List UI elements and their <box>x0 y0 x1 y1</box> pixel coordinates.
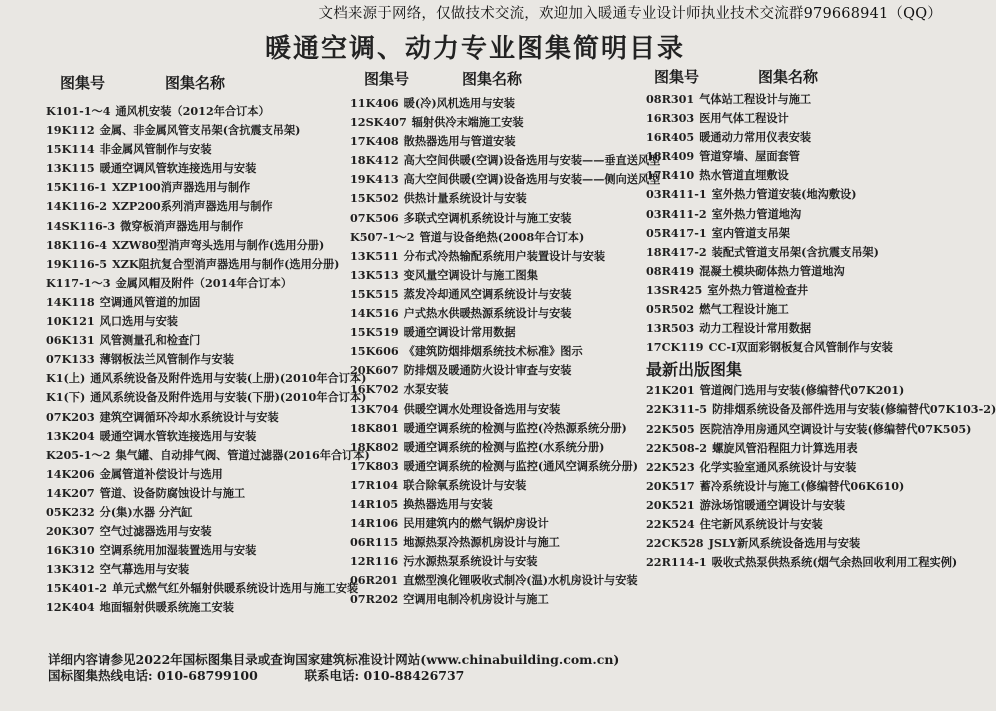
atlas-name: XZK阻抗复合型消声器选用与制作(选用分册) <box>112 256 340 271</box>
atlas-name: 建筑空调循环冷却水系统设计与安装 <box>99 409 279 424</box>
atlas-name: 通风系统设备及附件选用与安装(上册)(2010年合订本) <box>90 371 367 386</box>
atlas-name: 装配式管道支吊架(含抗震支吊架) <box>711 244 879 259</box>
atlas-list-item <box>646 553 996 572</box>
atlas-list-item <box>46 560 370 579</box>
atlas-list-item <box>350 151 660 170</box>
atlas-list-item <box>46 331 370 350</box>
atlas-list-item <box>350 228 660 247</box>
atlas-list-item <box>646 262 996 281</box>
footer-reference-line: 详细内容请参见2022年国标图集目录或查询国家建筑标准设计网站(www.chinabuilding.com.cn) <box>48 652 620 667</box>
atlas-list-item <box>646 477 996 496</box>
atlas-list-item <box>350 457 660 476</box>
atlas-code: 13SR425 <box>646 282 703 297</box>
atlas-list-item <box>46 579 370 598</box>
atlas-name: 变风量空调设计与施工图集 <box>403 267 538 282</box>
atlas-name: 燃气工程设计施工 <box>699 302 789 317</box>
atlas-name: 供暖空调水处理设备选用与安装 <box>403 401 561 416</box>
atlas-code: 07K133 <box>46 352 95 367</box>
atlas-code: 18K116-4 <box>46 237 108 252</box>
atlas-list-item <box>646 420 996 439</box>
atlas-code: 14K516 <box>350 306 399 321</box>
atlas-code: 07R202 <box>350 592 399 607</box>
atlas-name: 水泵安装 <box>403 382 449 397</box>
atlas-list-item <box>350 132 660 151</box>
atlas-name: 高大空间供暖(空调)设备选用与安装——侧向送风型 <box>403 172 661 187</box>
atlas-list-item <box>350 266 660 285</box>
atlas-code: 16R303 <box>646 111 695 126</box>
atlas-name: 室外热力管道地沟 <box>711 206 802 221</box>
atlas-code: 07K203 <box>46 409 95 424</box>
atlas-code: 13K511 <box>350 248 399 263</box>
atlas-list-item <box>46 274 370 293</box>
atlas-code: 20K517 <box>646 478 695 493</box>
atlas-name: CC-I双面彩钢板复合风管制作与安装 <box>708 340 893 355</box>
atlas-list-item <box>350 571 660 590</box>
atlas-name: 暖通空调水管软连接选用与安装 <box>99 428 257 443</box>
atlas-list-item <box>646 534 996 553</box>
atlas-code: 14R105 <box>350 496 399 511</box>
atlas-name: 蒸发冷却通风空调系统设计与安装 <box>403 286 572 301</box>
atlas-name: 集气罐、自动排气阀、管道过滤器(2016年合订本) <box>115 447 370 462</box>
atlas-list-item <box>46 293 370 312</box>
atlas-code: 14K207 <box>46 485 95 500</box>
atlas-name: 污水源热泵系统设计与安装 <box>403 554 538 569</box>
atlas-list-item <box>46 159 370 178</box>
atlas-name: 气体站工程设计与施工 <box>699 92 812 106</box>
atlas-name: 住宅新风系统设计与安装 <box>699 516 823 531</box>
atlas-code: 17CK119 <box>646 340 704 355</box>
atlas-name: 暖通空调系统的检测与监控(水系统分册) <box>403 439 605 454</box>
atlas-code: 05R417-1 <box>646 225 707 240</box>
atlas-name: 微穿板消声器选用与制作 <box>120 218 244 233</box>
atlas-list-item <box>646 439 996 458</box>
atlas-name: 游泳场馆暖通空调设计与安装 <box>699 497 846 512</box>
atlas-name: 非金属风管制作与安装 <box>99 142 212 157</box>
atlas-code: 19K116-5 <box>46 256 108 271</box>
atlas-list-item <box>646 90 996 109</box>
atlas-list <box>646 90 996 572</box>
atlas-list-item <box>46 236 370 255</box>
atlas-list-item <box>646 381 996 400</box>
header-atlas-no: 图集号 <box>60 74 106 92</box>
atlas-name: 通风机安装（2012年合订本） <box>115 104 270 118</box>
atlas-name: 暖通空调系统的检测与监控(冷热源系统分册) <box>403 420 627 435</box>
atlas-list-item <box>646 319 996 338</box>
atlas-name: 暖通空调设计常用数据 <box>403 325 516 340</box>
atlas-code: K1(上) <box>46 371 86 386</box>
atlas-code: K117-1～3 <box>46 275 111 290</box>
atlas-code: 14K118 <box>46 294 95 309</box>
atlas-list-item <box>46 388 370 407</box>
column-header <box>46 72 346 94</box>
atlas-list-item <box>646 109 996 128</box>
atlas-code: 15K519 <box>350 325 399 340</box>
atlas-list-item <box>350 533 660 552</box>
atlas-name: 防排烟及暖通防火设计审查与安装 <box>403 363 572 378</box>
atlas-code: 18K801 <box>350 420 399 435</box>
atlas-name: XZW80型消声弯头选用与制作(选用分册) <box>112 237 325 252</box>
atlas-code: 21K201 <box>646 383 695 398</box>
atlas-code: K507-1～2 <box>350 229 415 244</box>
atlas-name: 热水管道直埋敷设 <box>699 168 789 183</box>
atlas-name: 暖(冷)风机选用与安装 <box>403 96 515 110</box>
atlas-code: 18R409 <box>646 149 695 164</box>
atlas-code: 19K413 <box>350 172 399 187</box>
atlas-list-item <box>646 458 996 477</box>
atlas-list-item <box>350 247 660 266</box>
atlas-code: 05K232 <box>46 504 95 519</box>
atlas-name: 通风系统设备及附件选用与安装(下册)(2010年合订本) <box>90 390 367 405</box>
atlas-code: 17K803 <box>350 458 399 473</box>
column-header <box>350 68 650 90</box>
atlas-name: 分(集)水器 分汽缸 <box>99 504 193 519</box>
source-note: 文档来源于网络，仅做技术交流，欢迎加入暖通专业设计师执业技术交流群979668941（QQ） <box>318 6 942 22</box>
atlas-code: K1(下) <box>46 390 86 405</box>
column-header <box>646 66 946 88</box>
atlas-name: 辐射供冷末端施工安装 <box>411 115 524 130</box>
atlas-code: 14K206 <box>46 466 95 481</box>
atlas-code: 13K312 <box>46 562 95 577</box>
atlas-name: XZP100消声器选用与制作 <box>112 180 251 195</box>
atlas-name: 分布式冷热输配系统用户装置设计与安装 <box>403 248 606 263</box>
atlas-list-item <box>646 128 996 147</box>
atlas-code: 22K523 <box>646 459 695 474</box>
footer-contact-phone: 联系电话: 010-88426737 <box>304 668 465 683</box>
atlas-code: 13K513 <box>350 267 399 282</box>
atlas-code: 17R104 <box>350 477 399 492</box>
header-atlas-name: 图集名称 <box>758 68 819 86</box>
atlas-code: 06R115 <box>350 535 399 550</box>
atlas-list-item <box>46 197 370 216</box>
atlas-list-item <box>46 140 370 159</box>
header-atlas-no: 图集号 <box>364 70 410 88</box>
atlas-name: 医院洁净用房通风空调设计与安装(修编替代07K505) <box>699 421 972 436</box>
atlas-list-item <box>350 400 660 419</box>
atlas-list-item <box>646 205 996 224</box>
atlas-name: 室外热力管道检查井 <box>707 282 809 297</box>
atlas-name: 民用建筑内的燃气锅炉房设计 <box>403 516 549 531</box>
atlas-name: 管道穿墙、屋面套管 <box>699 149 800 164</box>
atlas-name: 混凝土模块砌体热力管道地沟 <box>699 263 845 278</box>
atlas-list-item <box>350 495 660 514</box>
atlas-name: 蓄冷系统设计与施工(修编替代06K610) <box>699 478 905 493</box>
atlas-name: 薄钢板法兰风管制作与安装 <box>99 352 234 367</box>
atlas-list-item <box>350 438 660 457</box>
atlas-list-item <box>646 338 996 357</box>
atlas-code: 13K204 <box>46 428 95 443</box>
atlas-list-item <box>350 94 660 113</box>
atlas-list-item <box>350 304 660 323</box>
atlas-name: 户式热水供暖热源系统设计与安装 <box>403 306 572 321</box>
atlas-name: 管道与设备绝热(2008年合订本) <box>419 229 585 244</box>
atlas-name: 空调系统用加湿装置选用与安装 <box>99 543 257 558</box>
atlas-list-item <box>350 419 660 438</box>
atlas-list-item <box>46 503 370 522</box>
atlas-list-item <box>46 408 370 427</box>
atlas-name: 暖通动力常用仪表安装 <box>699 130 812 145</box>
header-atlas-name: 图集名称 <box>165 74 226 92</box>
atlas-list-item <box>46 102 370 121</box>
atlas-list-item <box>46 598 370 617</box>
atlas-list-item <box>350 209 660 228</box>
atlas-list-item <box>646 496 996 515</box>
atlas-name: 换热器选用与安装 <box>403 496 493 511</box>
atlas-list-item <box>46 446 370 465</box>
atlas-name: 多联式空调机系统设计与施工安装 <box>403 210 572 225</box>
atlas-name: 地源热泵冷热源机房设计与施工 <box>403 535 560 550</box>
atlas-name: 医用气体工程设计 <box>699 111 789 126</box>
atlas-code: 22R114-1 <box>646 555 707 570</box>
atlas-code: K205-1～2 <box>46 447 111 462</box>
atlas-code: 15K401-2 <box>46 581 108 596</box>
atlas-code: 22K505 <box>646 421 695 436</box>
atlas-list-item <box>646 281 996 300</box>
atlas-name: 风口选用与安装 <box>99 314 178 329</box>
atlas-code: 11K406 <box>350 96 399 110</box>
header-atlas-no: 图集号 <box>654 68 700 86</box>
atlas-code: 16K310 <box>46 543 95 558</box>
atlas-list-item <box>646 515 996 534</box>
atlas-code: 18R417-2 <box>646 244 707 259</box>
atlas-code: 06K131 <box>46 333 95 348</box>
atlas-name: 动力工程设计常用数据 <box>699 321 812 336</box>
footer-contact-line <box>48 668 619 684</box>
atlas-code: 03R411-1 <box>646 187 707 202</box>
atlas-code: 20K607 <box>350 363 399 378</box>
atlas-list-item <box>46 312 370 331</box>
atlas-code: 22K508-2 <box>646 440 708 455</box>
atlas-code: 16K702 <box>350 382 399 397</box>
atlas-list-item <box>646 224 996 243</box>
atlas-code: 22K311-5 <box>646 402 708 417</box>
atlas-name: 空调用电制冷机房设计与施工 <box>403 592 549 607</box>
atlas-list-item <box>646 400 996 419</box>
atlas-code: 14K116-2 <box>46 199 108 214</box>
atlas-name: 化学实验室通风系统设计与安装 <box>699 459 857 474</box>
page-title: 暖通空调、动力专业图集简明目录 <box>264 34 685 64</box>
footer <box>48 652 619 684</box>
atlas-code: 16R405 <box>646 130 695 145</box>
atlas-list-item <box>46 217 370 236</box>
atlas-list-item <box>350 323 660 342</box>
atlas-list-item <box>46 178 370 197</box>
atlas-list-item <box>350 285 660 304</box>
atlas-name: 供热计量系统设计与安装 <box>403 191 527 206</box>
atlas-name: 风管测量孔和检查门 <box>99 333 201 348</box>
atlas-code: 08R301 <box>646 92 695 106</box>
header-atlas-name: 图集名称 <box>462 70 523 88</box>
atlas-code: 07K506 <box>350 210 399 225</box>
atlas-code: 06R201 <box>350 573 399 588</box>
atlas-code: 20K521 <box>646 497 695 512</box>
atlas-list-item <box>646 300 996 319</box>
new-publications-title: 最新出版图集 <box>646 360 743 380</box>
atlas-name: 金属、非金属风管支吊架(含抗震支吊架) <box>99 123 301 138</box>
atlas-code: 13K704 <box>350 401 399 416</box>
atlas-code: 17R410 <box>646 168 695 183</box>
atlas-name: 联合除氧系统设计与安装 <box>403 477 527 492</box>
atlas-code: 20K307 <box>46 524 95 539</box>
atlas-name: 金属管道补偿设计与选用 <box>99 466 223 481</box>
atlas-list-item <box>46 541 370 560</box>
atlas-list <box>350 94 660 610</box>
atlas-list-item <box>350 590 660 609</box>
atlas-name: 单元式燃气红外辐射供暖系统设计选用与施工安装 <box>112 581 359 596</box>
atlas-list-item <box>350 170 660 189</box>
atlas-name: 直燃型溴化锂吸收式制冷(温)水机房设计与安装 <box>403 573 638 588</box>
atlas-code: 14R106 <box>350 516 399 531</box>
atlas-list-item <box>46 350 370 369</box>
atlas-name: 地面辐射供暖系统施工安装 <box>99 600 234 615</box>
atlas-code: 12R116 <box>350 554 399 569</box>
atlas-name: 螺旋风管沿程阻力计算选用表 <box>712 440 858 455</box>
atlas-name: 散热器选用与管道安装 <box>403 134 516 149</box>
atlas-list-item <box>350 189 660 208</box>
atlas-list-item <box>350 380 660 399</box>
atlas-list-item <box>350 113 660 132</box>
atlas-name: 空气过滤器选用与安装 <box>99 524 212 539</box>
atlas-code: 15K502 <box>350 191 399 206</box>
atlas-list-item <box>646 166 996 185</box>
atlas-name: 《建筑防烟排烟系统技术标准》图示 <box>403 344 583 359</box>
atlas-name: XZP200系列消声器选用与制作 <box>112 199 273 214</box>
atlas-list-item <box>646 185 996 204</box>
atlas-list-item <box>46 121 370 140</box>
atlas-code: 17K408 <box>350 134 399 149</box>
atlas-list-item <box>350 342 660 361</box>
atlas-list <box>46 102 370 618</box>
atlas-code: 22CK528 <box>646 536 704 551</box>
atlas-name: JSLY新风系统设备选用与安装 <box>708 536 861 551</box>
atlas-code: 14SK116-3 <box>46 218 116 233</box>
atlas-list-item <box>46 465 370 484</box>
atlas-list-item <box>350 476 660 495</box>
atlas-code: 10K121 <box>46 314 95 329</box>
atlas-name: 室内管道支吊架 <box>711 225 790 240</box>
atlas-name: 高大空间供暖(空调)设备选用与安装——垂直送风型 <box>403 153 661 168</box>
atlas-list-item <box>350 552 660 571</box>
atlas-code: 12K404 <box>46 600 95 615</box>
atlas-name: 管道、设备防腐蚀设计与施工 <box>99 485 246 500</box>
atlas-list-item <box>646 147 996 166</box>
atlas-code: 08R419 <box>646 263 695 278</box>
atlas-code: 15K515 <box>350 286 399 301</box>
atlas-code: 15K114 <box>46 142 95 157</box>
atlas-name: 管道阀门选用与安装(修编替代07K201) <box>699 383 905 398</box>
atlas-list-item <box>46 369 370 388</box>
atlas-name: 室外热力管道安装(地沟敷设) <box>711 187 857 202</box>
atlas-code: 22K524 <box>646 516 695 531</box>
atlas-code: 18K802 <box>350 439 399 454</box>
atlas-name: 暖通空调系统的检测与监控(通风空调系统分册) <box>403 458 638 473</box>
atlas-name: 空气幕选用与安装 <box>99 562 190 577</box>
atlas-code: 15K116-1 <box>46 180 108 195</box>
atlas-name: 暖通空调风管软连接选用与安装 <box>99 161 257 176</box>
atlas-name: 吸收式热泵供热系统(烟气余热回收利用工程实例) <box>711 555 958 570</box>
atlas-list-item <box>46 255 370 274</box>
atlas-code: 19K112 <box>46 123 95 138</box>
atlas-name: 空调通风管道的加固 <box>99 294 201 309</box>
atlas-list-item <box>646 243 996 262</box>
atlas-code: 12SK407 <box>350 115 407 130</box>
atlas-code: 03R411-2 <box>646 206 707 221</box>
atlas-list-item <box>46 522 370 541</box>
atlas-code: 13R503 <box>646 321 695 336</box>
atlas-name: 金属风帽及附件（2014年合订本） <box>115 275 293 290</box>
atlas-list-item <box>46 427 370 446</box>
atlas-code: K101-1～4 <box>46 104 111 118</box>
atlas-list-item <box>350 361 660 380</box>
atlas-list-item <box>350 514 660 533</box>
atlas-code: 15K606 <box>350 344 399 359</box>
atlas-list-item <box>46 484 370 503</box>
atlas-code: 13K115 <box>46 161 95 176</box>
atlas-code: 05R502 <box>646 302 695 317</box>
footer-hotline: 国标图集热线电话: 010-68799100 <box>48 668 258 683</box>
atlas-code: 18K412 <box>350 153 399 168</box>
atlas-name: 防排烟系统设备及部件选用与安装(修编替代07K103-2) <box>712 402 996 417</box>
